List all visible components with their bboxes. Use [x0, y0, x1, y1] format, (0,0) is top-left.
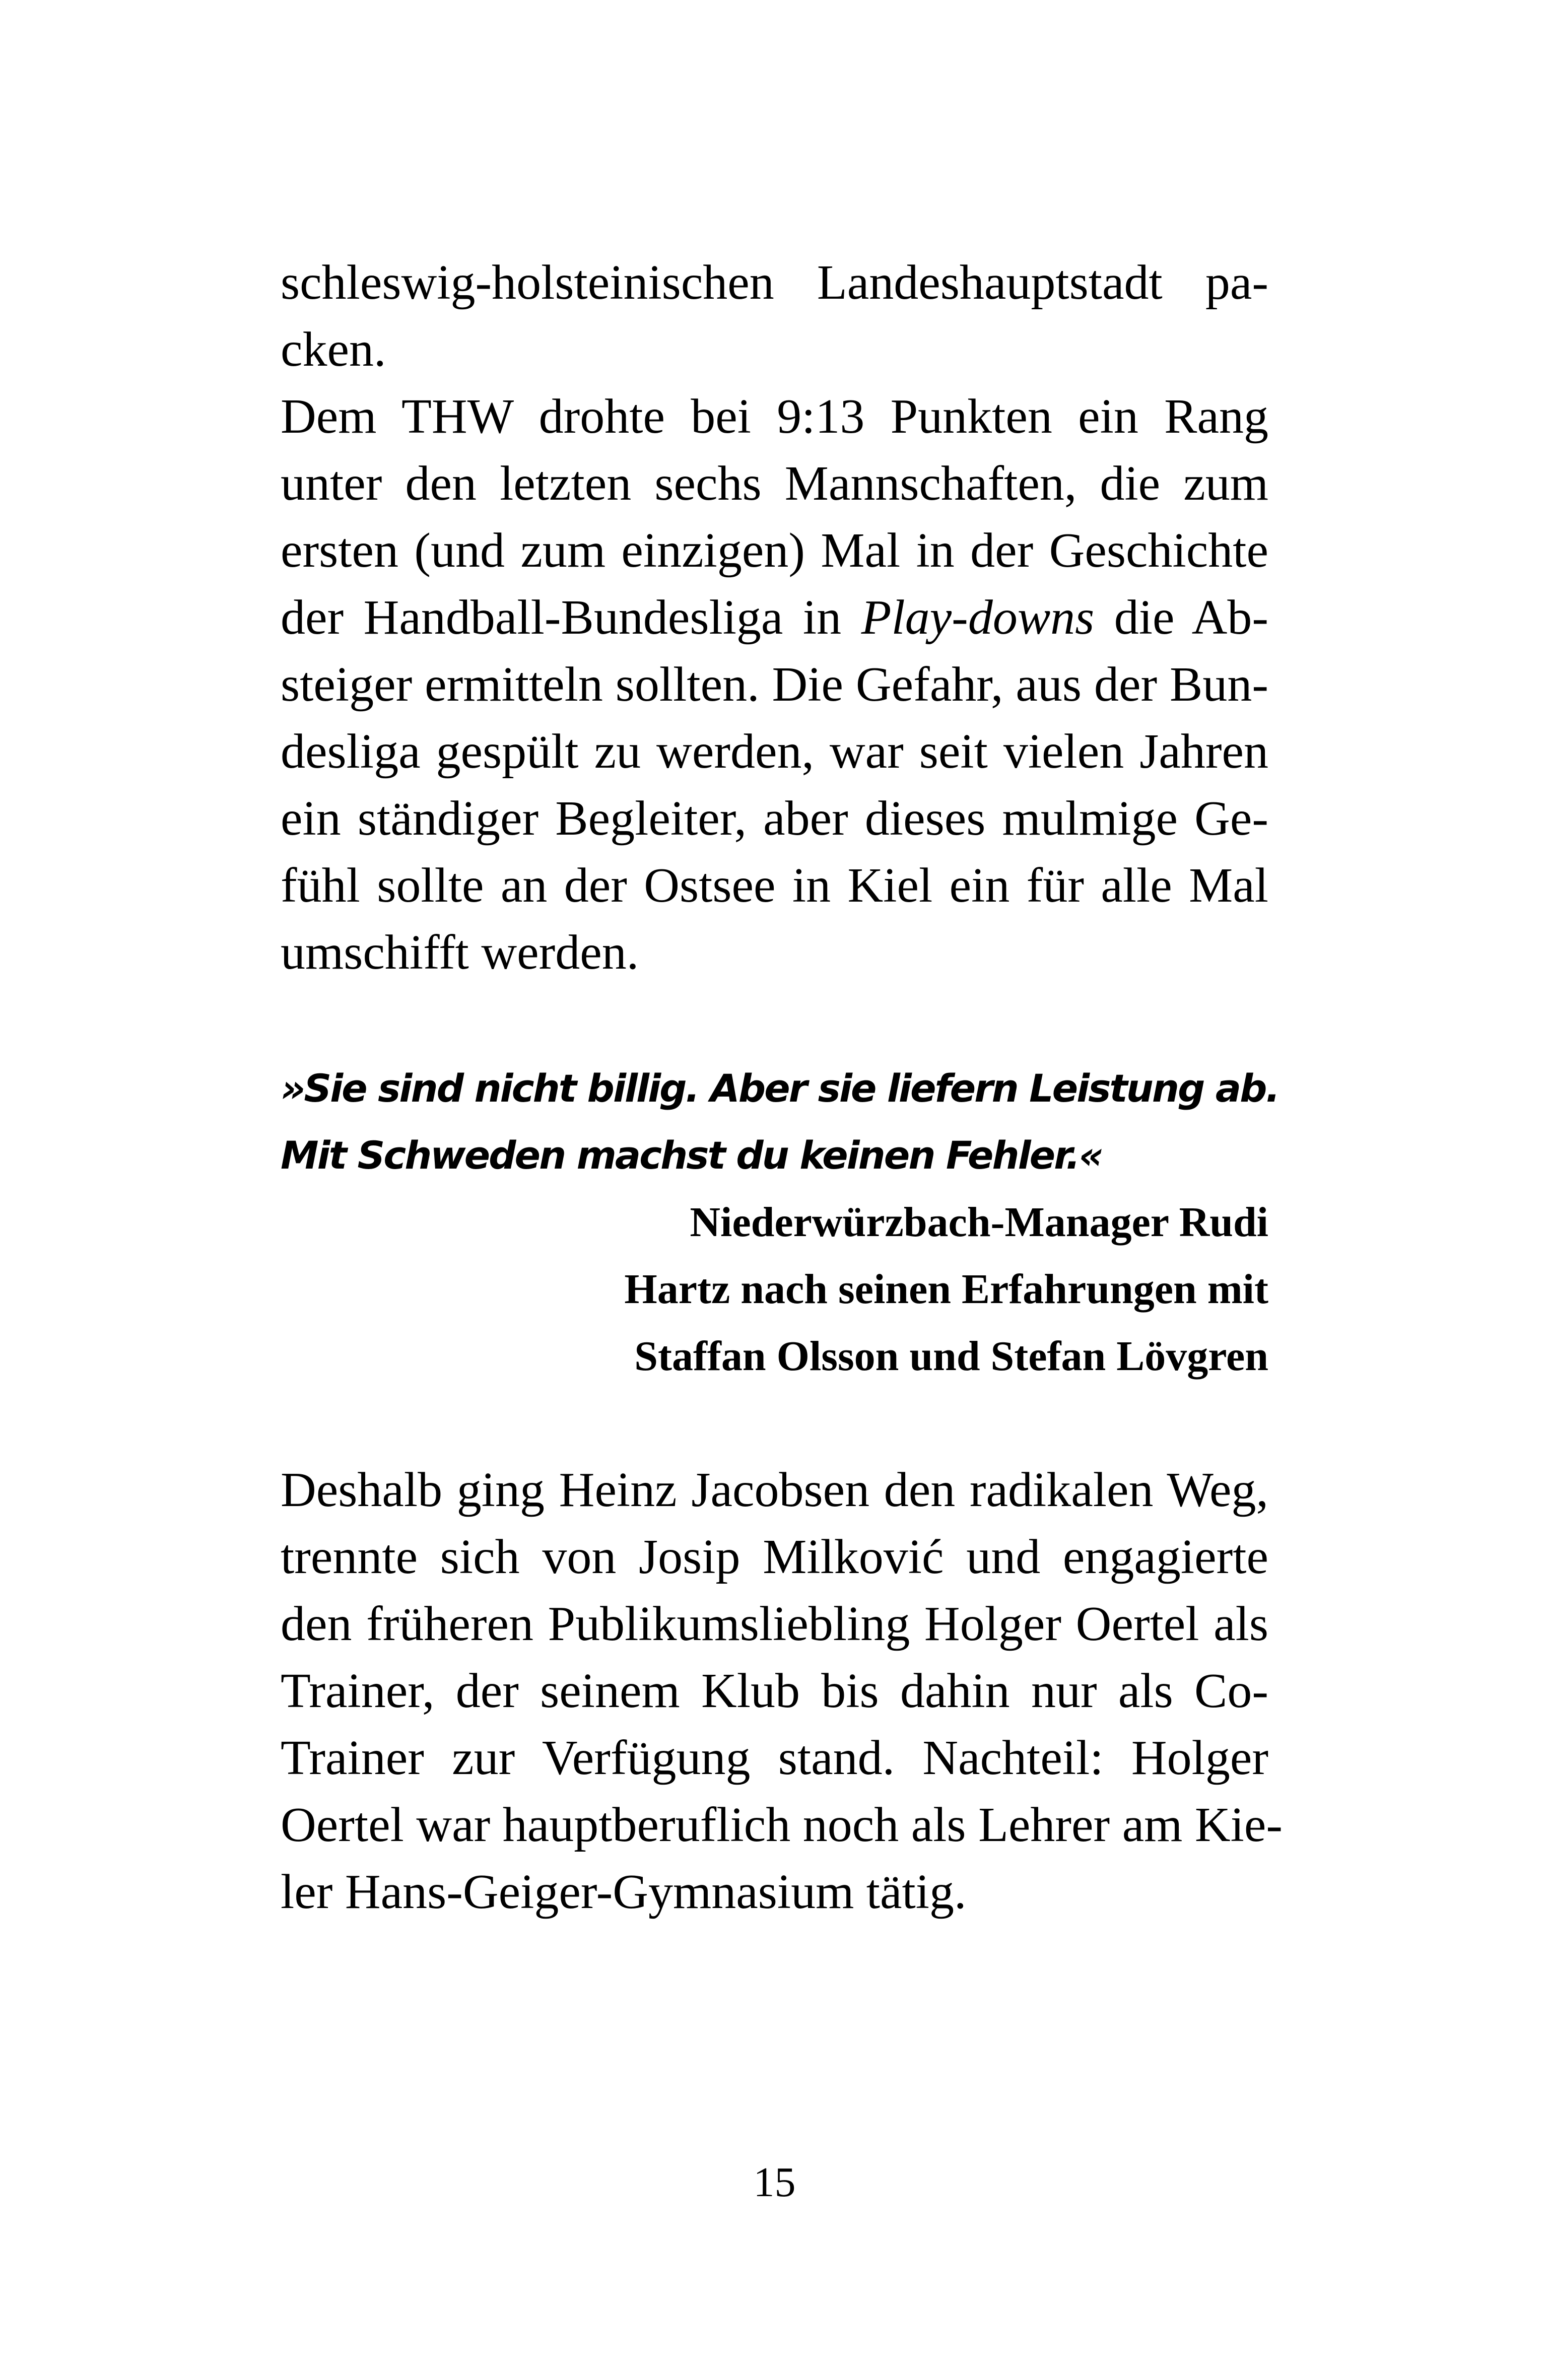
paragraph-3	[281, 1457, 1283, 1926]
quote-line: »Sie sind nicht billig. Aber sie liefern Leistung ab.	[281, 1066, 1279, 1111]
attribution-line: Staffan Olsson und Stefan Lövgren	[634, 1333, 1268, 1380]
paragraph-2	[281, 383, 1268, 986]
text-segment: der Handball-Bundesliga in	[281, 590, 861, 645]
text-line: ein ständiger Begleiter, aber dieses mulmige Ge-	[281, 791, 1268, 846]
attribution-line: Niederwürzbach-Manager Rudi	[690, 1199, 1268, 1246]
text-line: umschifft werden.	[281, 925, 639, 980]
quote-attribution	[281, 1189, 1268, 1390]
text-line: ersten (und zum einzigen) Mal in der Geschichte	[281, 523, 1268, 578]
text-line: Dem THW drohte bei 9:13 Punkten ein Rang	[281, 389, 1268, 444]
text-line-with-italic	[281, 584, 1268, 651]
text-line: schleswig-holsteinischen Landeshauptstadt pa-	[281, 255, 1268, 310]
text-line: unter den letzten sechs Mannschaften, die zum	[281, 456, 1268, 511]
paragraph-1	[281, 249, 1268, 383]
text-line: den früheren Publikumsliebling Holger Oertel als	[281, 1597, 1268, 1651]
text-segment: die Ab-	[1094, 590, 1268, 645]
pull-quote	[281, 1055, 1279, 1189]
text-line: steiger ermitteln sollten. Die Gefahr, aus der Bun-	[281, 657, 1268, 712]
text-line: Oertel war hauptberuflich noch als Lehrer am Kie-	[281, 1798, 1283, 1852]
text-line: Trainer zur Verfügung stand. Nachteil: Holger	[281, 1731, 1268, 1785]
italic-term: Play-downs	[861, 590, 1095, 645]
text-line: fühl sollte an der Ostsee in Kiel ein für alle Mal	[281, 858, 1268, 913]
text-line: cken.	[281, 322, 386, 377]
attribution-line: Hartz nach seinen Erfahrungen mit	[624, 1266, 1268, 1313]
text-line: Trainer, der seinem Klub bis dahin nur als Co-	[281, 1664, 1268, 1718]
quote-line: Mit Schweden machst du keinen Fehler.«	[281, 1133, 1103, 1178]
text-line: ler Hans-Geiger-Gymnasium tätig.	[281, 1865, 967, 1919]
text-line: Deshalb ging Heinz Jacobsen den radikalen Weg,	[281, 1463, 1268, 1517]
text-line: trennte sich von Josip Milković und engagierte	[281, 1530, 1268, 1584]
page-number: 15	[753, 2159, 796, 2206]
text-line: desliga gespült zu werden, war seit vielen Jahren	[281, 724, 1268, 779]
